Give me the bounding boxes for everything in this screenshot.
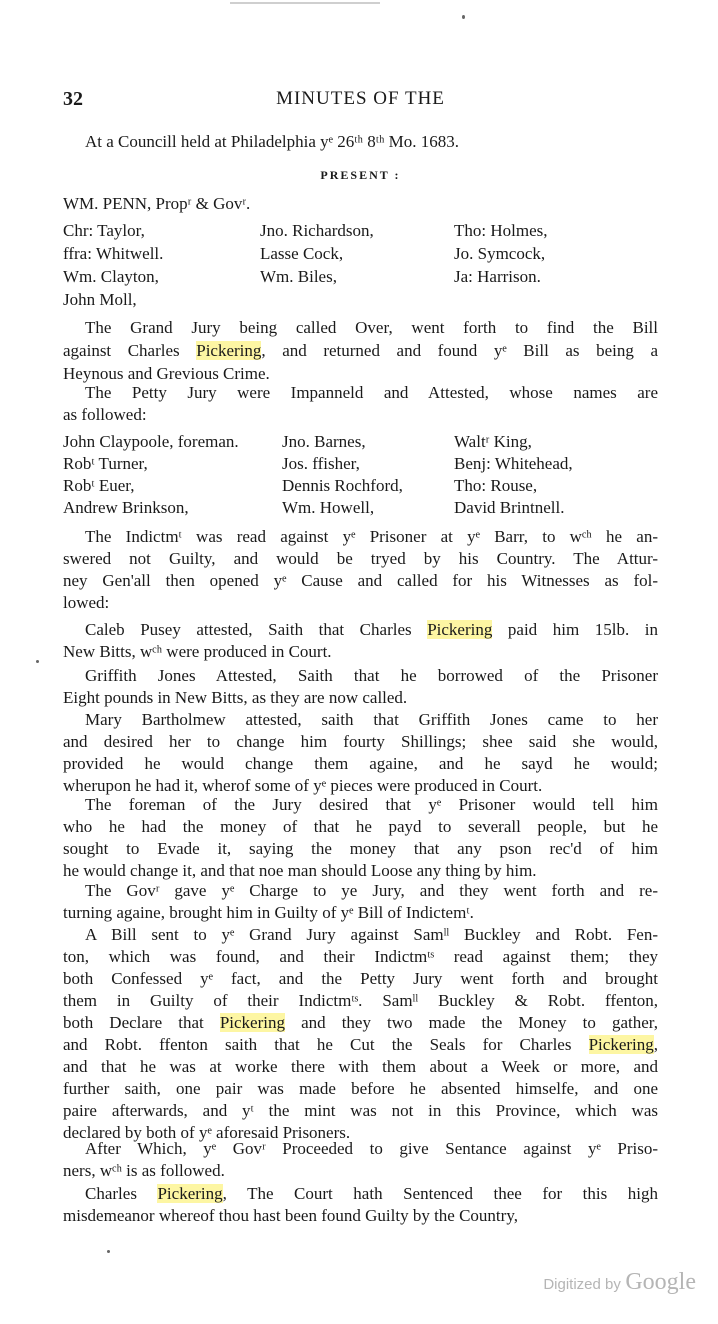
- text-line: turning againe, brought him in Guilty of yᵉ Bill of Indictemᵗ.: [63, 903, 474, 922]
- text-line: wherupon he had it, wherof some of yᵉ pieces were produced in Court.: [63, 776, 543, 795]
- jury-name: Wm. Howell,: [282, 498, 375, 517]
- text-line: and desired her to change him fourty Shillings; shee said she would,: [63, 732, 658, 751]
- jury-name: Dennis Rochford,: [282, 476, 403, 495]
- text-line: The foreman of the Jury desired that yᵉ Prisoner would tell him: [85, 795, 658, 814]
- text-line: lowed:: [63, 593, 110, 612]
- council-line: At a Councill held at Philadelphia yᵉ 26ᵗʰ 8ᵗʰ Mo. 1683.: [85, 132, 460, 151]
- jury-name: Benj: Whitehead,: [454, 454, 573, 473]
- text-line: After Which, yᵉ Govʳ Proceeded to give Sentance against yᵉ Priso-: [85, 1139, 658, 1158]
- scan-speck: [36, 660, 39, 663]
- text-line: ton, which was found, and their Indictmᵗˢ read against them; they: [63, 947, 658, 966]
- jury-name: Waltʳ King,: [454, 432, 532, 451]
- members-name: Wm. Clayton,: [63, 267, 159, 286]
- text-line: Heynous and Grevious Crime.: [63, 364, 270, 383]
- jury-name: Robᵗ Turner,: [63, 454, 148, 473]
- text-line: misdemeanor whereof thou hast been found Guilty by the Country,: [63, 1206, 518, 1225]
- text-line: Mary Bartholmew attested, saith that Griffith Jones came to her: [85, 710, 658, 729]
- search-highlight: Pickering: [427, 620, 493, 639]
- text-line: declared by both of yᵉ aforesaid Prisoners.: [63, 1123, 351, 1142]
- text-line: ney Gen'all then opened yᵉ Cause and called for his Witnesses as fol-: [63, 571, 658, 590]
- text-line: as followed:: [63, 405, 147, 424]
- jury-name: David Brintnell.: [454, 498, 565, 517]
- search-highlight: Pickering: [219, 1013, 285, 1032]
- members-name: Wm. Biles,: [260, 267, 337, 286]
- text-line: The Petty Jury were Impanneld and Attested, whose names are: [85, 383, 658, 402]
- text-line: New Bitts, wᶜʰ were produced in Court.: [63, 642, 332, 661]
- digitized-watermark: [543, 1269, 696, 1296]
- present-label: PRESENT :: [320, 168, 401, 182]
- text-line: swered not Guilty, and would be tryed by his Country. The Attur-: [63, 549, 658, 568]
- digitized-label: Digitized by: [543, 1276, 621, 1293]
- page-number: 32: [63, 88, 83, 110]
- scan-speck: [462, 15, 465, 19]
- members-name: Ja: Harrison.: [454, 267, 541, 286]
- text-line: The Grand Jury being called Over, went forth to find the Bill: [85, 318, 658, 337]
- text-line: and that he was at worke there with them about a Week or more, and: [63, 1057, 658, 1076]
- text-line: who he had the money of that he payd to severall people, but he: [63, 817, 658, 836]
- governor-line: WM. PENN, Propʳ & Govʳ.: [63, 194, 251, 213]
- jury-name: John Claypoole, foreman.: [63, 432, 239, 451]
- text-line: paire afterwards, and yᵗ the mint was not in this Province, which was: [63, 1101, 658, 1120]
- text-line: both Confessed yᵉ fact, and the Petty Jury went forth and brought: [63, 969, 658, 988]
- search-highlight: Pickering: [588, 1035, 654, 1054]
- search-highlight: Pickering: [196, 341, 262, 360]
- jury-name: Tho: Rouse,: [454, 476, 538, 495]
- text-line: Griffith Jones Attested, Saith that he borrowed of the Prisoner: [85, 666, 658, 685]
- page-header: [63, 88, 658, 112]
- jury-name: Jos. ffisher,: [282, 454, 360, 473]
- members-name: ffra: Whitwell.: [63, 244, 164, 263]
- text-line: and Robt. ffenton saith that he Cut the Seals for Charles Pickering,: [63, 1035, 658, 1054]
- jury-name: Robᵗ Euer,: [63, 476, 135, 495]
- text-line: A Bill sent to yᵉ Grand Jury against Samˡˡ Buckley and Robt. Fen-: [85, 925, 658, 944]
- text-line: Caleb Pusey attested, Saith that Charles Pickering paid him 15lb. in: [85, 620, 658, 639]
- members-name: Chr: Taylor,: [63, 221, 145, 240]
- jury-name: Andrew Brinkson,: [63, 498, 189, 517]
- search-highlight: Pickering: [157, 1184, 223, 1203]
- text-line: both Declare that Pickering and they two made the Money to gather,: [63, 1013, 658, 1032]
- members-name: Jno. Richardson,: [260, 221, 374, 240]
- members-name: Jo. Symcock,: [454, 244, 546, 263]
- text-line: The Govʳ gave yᵉ Charge to ye Jury, and they went forth and re-: [85, 881, 658, 900]
- scan-speck: [107, 1250, 110, 1253]
- google-logo: Google: [625, 1269, 696, 1295]
- members-name: Tho: Holmes,: [454, 221, 548, 240]
- text-line: further saith, one pair was made before he absented himselfe, and one: [63, 1079, 658, 1098]
- running-head: MINUTES OF THE: [276, 88, 445, 109]
- text-line: provided he would change them againe, and he sayd he would;: [63, 754, 658, 773]
- text-line: The Indictmᵗ was read against yᵉ Prisoner at yᵉ Barr, to wᶜʰ he an-: [85, 527, 658, 546]
- jury-name: Jno. Barnes,: [282, 432, 366, 451]
- text-line: against Charles Pickering, and returned and found yᵉ Bill as being a: [63, 341, 658, 360]
- text-line: them in Guilty of their Indictmᵗˢ. Samˡˡ Buckley & Robt. ffenton,: [63, 991, 658, 1010]
- text-line: Eight pounds in New Bitts, as they are now called.: [63, 688, 408, 707]
- text-line: sought to Evade it, saying the money that any pson rec'd of him: [63, 839, 658, 858]
- members-name: Lasse Cock,: [260, 244, 344, 263]
- scan-artifact: [230, 2, 380, 4]
- text-line: Charles Pickering, The Court hath Sentenced thee for this high: [85, 1184, 658, 1203]
- text-line: ners, wᶜʰ is as followed.: [63, 1161, 225, 1180]
- text-line: he would change it, and that noe man should Loose any thing by him.: [63, 861, 537, 880]
- members-name: John Moll,: [63, 290, 137, 309]
